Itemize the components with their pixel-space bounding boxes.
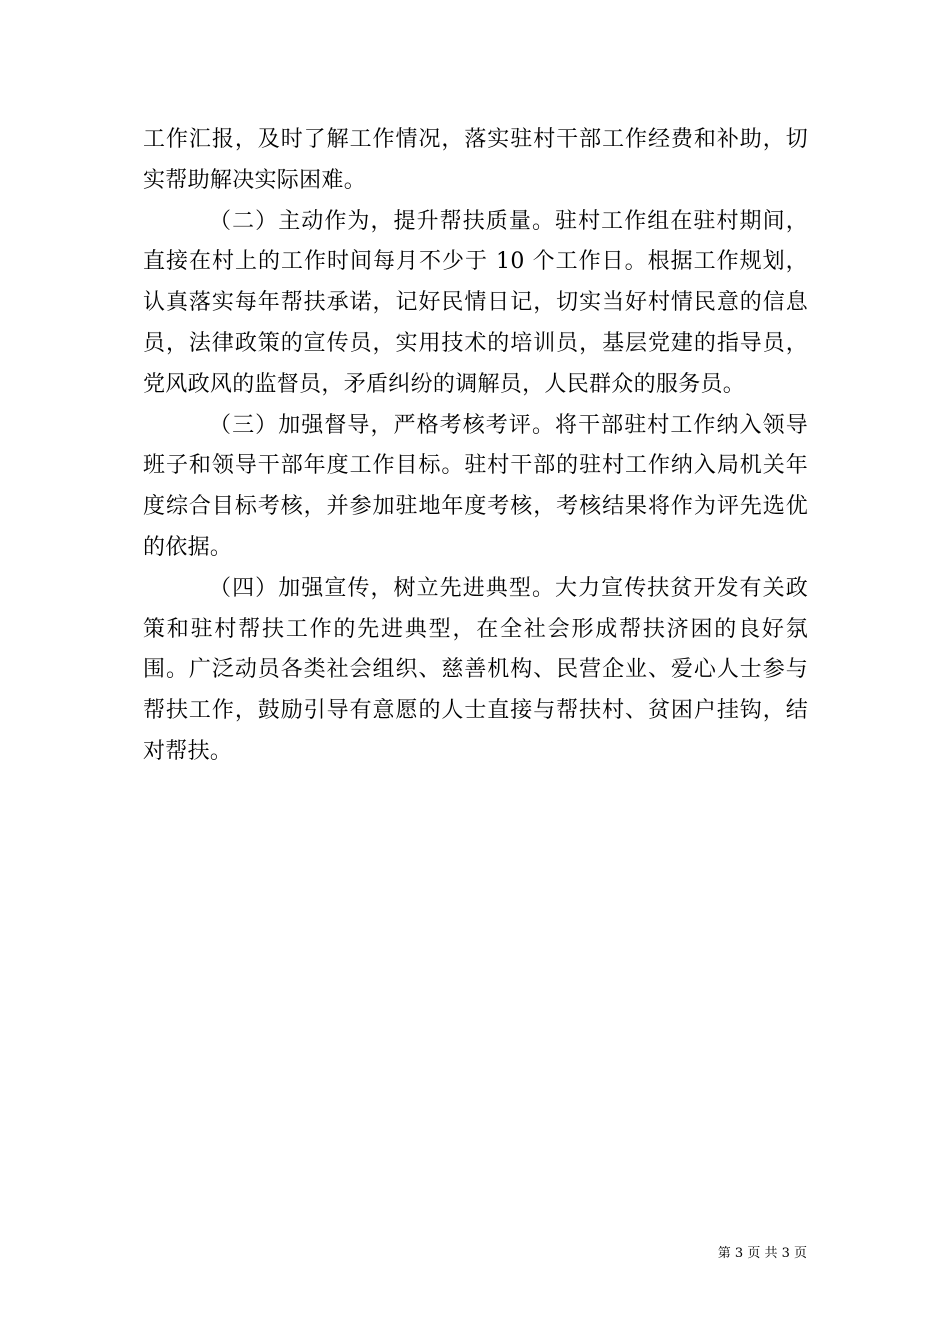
paragraph-continuation: 工作汇报，及时了解工作情况，落实驻村干部工作经费和补助，切实帮助解决实际困难。: [143, 127, 808, 193]
paragraph-section-2: （二）主动作为，提升帮扶质量。驻村工作组在驻村期间，直接在村上的工作时间每月不少于 10 个工作日。根据工作规划，认真落实每年帮扶承诺，记好民情日记，切实当好村情民意的信息员，法律政策的宣传员，实用技术的培训员，基层党建的指导员，党风政风的监督员，矛盾纠纷的调解员，人民群众的服务员。: [143, 208, 808, 397]
paragraph-section-4: （四）加强宣传，树立先进典型。大力宣传扶贫开发有关政策和驻村帮扶工作的先进典型，在全社会形成帮扶济困的良好氛围。广泛动员各类社会组织、慈善机构、民营企业、爱心人士参与帮扶工作，鼓励引导有意愿的人士直接与帮扶村、贫困户挂钩，结对帮扶。: [143, 575, 808, 764]
document-body: [143, 120, 808, 773]
paragraph-section-3: （三）加强督导，严格考核考评。将干部驻村工作纳入领导班子和领导干部年度工作目标。驻村干部的驻村工作纳入局机关年度综合目标考核，并参加驻地年度考核，考核结果将作为评先选优的依据。: [143, 412, 808, 560]
page-number-footer: 第 3 页 共 3 页: [717, 1246, 807, 1261]
